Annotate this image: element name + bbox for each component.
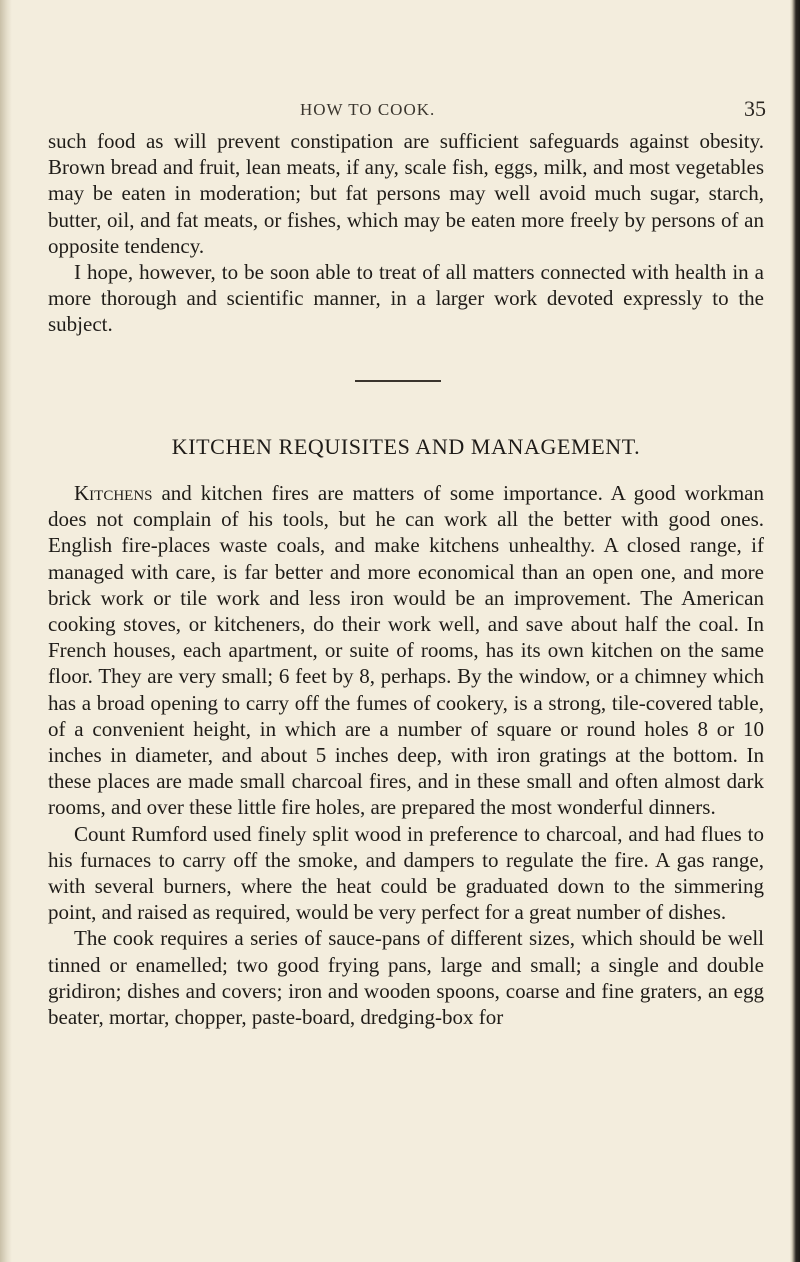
section-title: KITCHEN REQUISITES AND MANAGEMENT. <box>171 434 641 459</box>
page-header <box>48 96 772 130</box>
section-paragraph-1-body: and kitchen fires are matters of some importance. A good workman does not complain of his tools, but he can work all the better with good ones. English fire-places waste coals, and make kitchens unhealthy. A closed range, if managed with care, is far better and more economical than an open one, and more brick work or tile work and less iron would be an improvement. The American cooking stoves, or kitcheners, do their work well, and save about half the coal. In French houses, each apartment, or suite of rooms, has its own kitchen on the same floor. They are very small; 6 feet by 8, perhaps. By the window, or a chimney which has a broad opening to carry off the fumes of cookery, is a strong, tile-covered table, of a convenient height, in which are a number of square or round holes 8 or 10 inches in diameter, and about 5 inches deep, with iron gratings at the bottom. In these places are made small charcoal fires, and in these small and often almost dark rooms, and over these little fire holes, are prepared the most wonderful dinners. <box>48 481 764 820</box>
section-paragraph-3: The cook requires a series of sauce-pans of different sizes, which should be well tinned or enamelled; two good frying pans, large and small; a single and double gridiron; dishes and covers; iron and wooden spoons, coarse and fine graters, an egg beater, mortar, chopper, paste-board, dredging-box for <box>48 926 764 1030</box>
page-number: 35 <box>744 96 766 121</box>
page-right-edge <box>790 0 800 1262</box>
section-paragraph-2: Count Rumford used finely split wood in preference to charcoal, and had flues to his furnaces to carry off the smoke, and dampers to regulate the fire. A gas range, with several burners, where the heat could be graduated down to the simmering point, and raised as required, would be very perfect for a great number of dishes. <box>48 821 764 925</box>
section-lead-word: Kitchens <box>74 481 153 505</box>
intro-text <box>48 128 764 338</box>
section-paragraph-1 <box>48 480 764 821</box>
running-head: HOW TO COOK. <box>300 100 436 119</box>
section-divider <box>355 380 441 382</box>
intro-paragraph-2: I hope, however, to be soon able to treat of all matters connected with health in a more thorough and scientific manner, in a larger work devoted expressly to the subject. <box>48 260 764 337</box>
intro-paragraph-1: such food as will prevent constipation are sufficient safeguards against obesity. Brown bread and fruit, lean meats, if any, scale fish, eggs, milk, and most vegetables may be eaten in moderation; but fat persons may well avoid much sugar, starch, butter, oil, and fat meats, or fishes, which may be eaten more freely by persons of an opposite tendency. <box>48 129 764 258</box>
section-text <box>48 480 764 1030</box>
page-left-edge <box>0 0 12 1262</box>
